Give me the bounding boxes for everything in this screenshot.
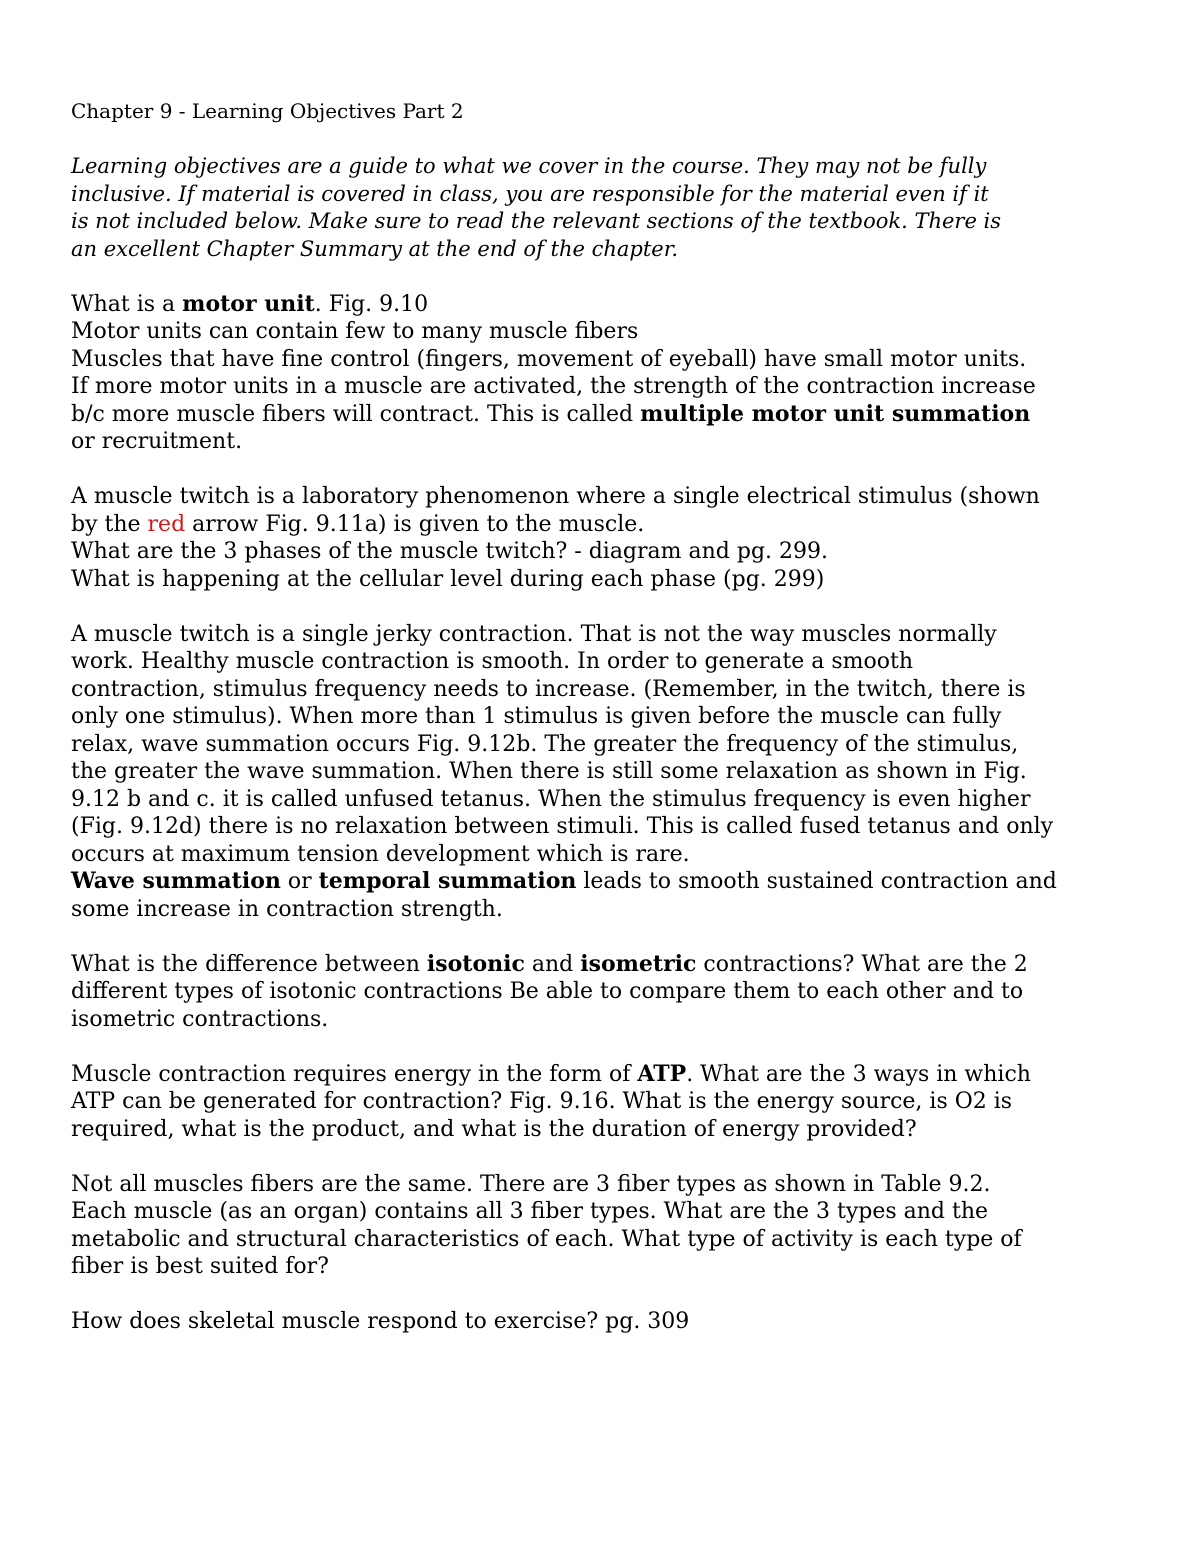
- fiber-types-paragraph: [71, 1171, 1146, 1281]
- text-run: Muscle contraction requires energy in the form of: [71, 1061, 638, 1087]
- spacer: [71, 1033, 1146, 1061]
- text-line: different types of isotonic contractions Be able to compare them to each other and to: [71, 979, 1024, 1004]
- text-run: . What are the 3 ways in which: [686, 1061, 1031, 1087]
- text-line: Motor units can contain few to many muscle fibers: [71, 319, 639, 344]
- text-line: [71, 951, 1146, 979]
- text-line: Not all muscles fibers are the same. There are 3 fiber types as shown in Table 9.2.: [71, 1171, 991, 1197]
- spacer: [71, 456, 1146, 484]
- bold-term: ATP: [637, 1060, 687, 1087]
- text-line: [71, 511, 1146, 539]
- text-run: b/c more muscle fibers will contract. This is called: [71, 401, 641, 427]
- bold-term: isotonic: [426, 950, 525, 977]
- text-run: What is the difference between: [71, 951, 427, 977]
- text-line: work. Healthy muscle contraction is smooth. In order to generate a smooth: [71, 649, 914, 674]
- text-line: What are the 3 phases of the muscle twitch? - diagram and pg. 299.: [71, 539, 829, 564]
- text-line: How does skeletal muscle respond to exercise? pg. 309: [71, 1309, 690, 1334]
- text-run: contractions? What are the 2: [696, 951, 1028, 977]
- intro-line: is not included below. Make sure to read the relevant sections of the textbook. There is: [71, 209, 1002, 233]
- summation-paragraph: [71, 621, 1146, 924]
- text-line: required, what is the product, and what is the duration of energy provided?: [71, 1116, 917, 1142]
- document-body: [71, 98, 1146, 1336]
- text-run: and: [524, 951, 581, 977]
- text-line: Muscles that have fine control (fingers, movement of eyeball) have small motor units.: [71, 346, 1027, 372]
- spacer: [71, 923, 1146, 951]
- text-line: [71, 1061, 1146, 1089]
- text-line: A muscle twitch is a laboratory phenomenon where a single electrical stimulus (shown: [71, 484, 1040, 509]
- intro-line: inclusive. If material is covered in class, you are responsible for the material even if it: [71, 181, 989, 206]
- text-line: fiber is best suited for?: [71, 1254, 329, 1279]
- red-word: red: [147, 511, 186, 537]
- bold-term: temporal summation: [318, 868, 577, 894]
- spacer: [71, 1143, 1146, 1171]
- text-line: contraction, stimulus frequency needs to increase. (Remember, in the twitch, there is: [71, 676, 1026, 702]
- atp-paragraph: [71, 1061, 1146, 1144]
- text-run: What is a: [71, 291, 183, 317]
- text-line: Each muscle (as an organ) contains all 3 fiber types. What are the 3 types and the: [71, 1199, 989, 1224]
- text-line: A muscle twitch is a single jerky contraction. That is not the way muscles normally: [71, 621, 997, 647]
- bold-term: Wave summation: [71, 868, 281, 894]
- isotonic-paragraph: [71, 951, 1146, 1034]
- text-line: or recruitment.: [71, 429, 243, 454]
- spacer: [71, 263, 1146, 291]
- exercise-paragraph: [71, 1308, 1146, 1336]
- text-line: [71, 868, 1146, 896]
- text-line: only one stimulus). When more than 1 stimulus is given before the muscle can fully: [71, 704, 1002, 729]
- intro-line: an excellent Chapter Summary at the end of the chapter.: [71, 236, 679, 261]
- motor-unit-paragraph: [71, 291, 1146, 456]
- text-line: [71, 401, 1146, 429]
- twitch-paragraph: [71, 483, 1146, 593]
- text-run: by the: [71, 511, 148, 537]
- text-line: isometric contractions.: [71, 1006, 329, 1032]
- bold-term: multiple motor unit summation: [640, 400, 1031, 427]
- intro-line: Learning objectives are a guide to what we cover in the course. They may not be fully: [71, 154, 987, 178]
- spacer: [71, 593, 1146, 621]
- bold-term: isometric: [580, 950, 697, 977]
- text-run: . Fig. 9.10: [314, 291, 429, 317]
- text-line: some increase in contraction strength.: [71, 896, 503, 922]
- text-line: (Fig. 9.12d) there is no relaxation between stimuli. This is called fused tetanus and only: [71, 814, 1054, 839]
- text-line: [71, 291, 1146, 319]
- text-run: or: [280, 869, 319, 894]
- text-run: arrow Fig. 9.11a) is given to the muscle.: [185, 511, 645, 537]
- text-line: 9.12 b and c. it is called unfused tetanus. When the stimulus frequency is even higher: [71, 786, 1031, 812]
- text-line: relax, wave summation occurs Fig. 9.12b. The greater the frequency of the stimulus,: [71, 731, 1019, 757]
- page-title: Chapter 9 - Learning Objectives Part 2: [71, 99, 464, 123]
- text-line: ATP can be generated for contraction? Fig. 9.16. What is the energy source, is O2 is: [71, 1089, 1013, 1114]
- text-line: the greater the wave summation. When there is still some relaxation as shown in Fig.: [71, 759, 1027, 784]
- text-run: leads to smooth sustained contraction and: [576, 869, 1057, 894]
- text-line: If more motor units in a muscle are activated, the strength of the contraction increase: [71, 374, 1036, 399]
- intro-paragraph: [71, 153, 1146, 263]
- text-line: What is happening at the cellular level during each phase (pg. 299): [71, 566, 825, 592]
- spacer: [71, 1281, 1146, 1309]
- text-line: occurs at maximum tension development which is rare.: [71, 841, 690, 867]
- bold-term: motor unit: [182, 290, 315, 317]
- spacer: [71, 126, 1146, 154]
- text-line: metabolic and structural characteristics of each. What type of activity is each type of: [71, 1226, 1022, 1252]
